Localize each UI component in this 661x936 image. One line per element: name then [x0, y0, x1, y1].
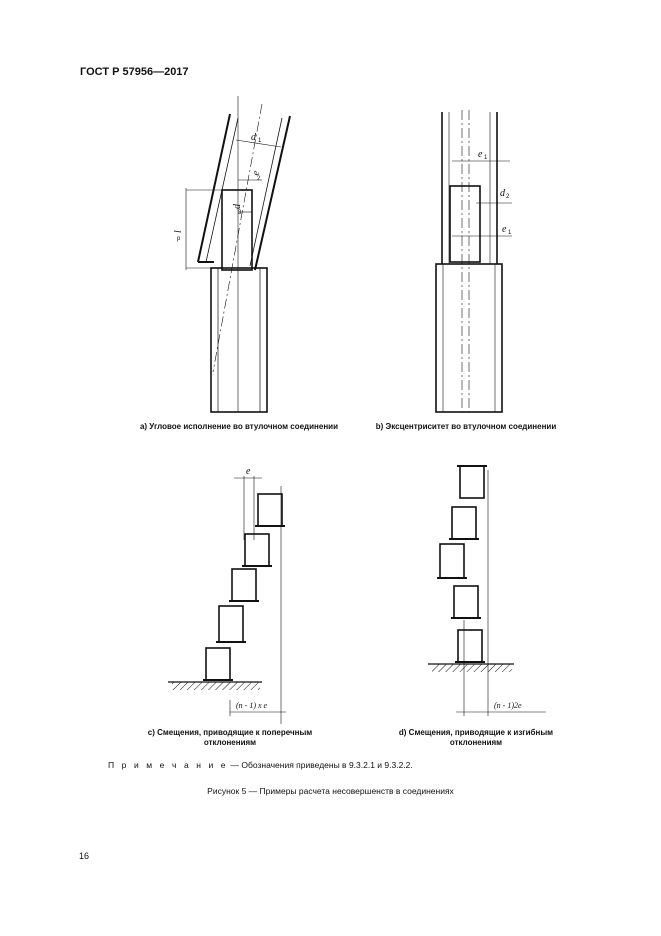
caption-b: b) Эксцентриситет во втулочном соединении: [375, 422, 557, 431]
label-e1-b: e: [502, 224, 507, 235]
label-d2: d: [500, 188, 505, 199]
figure-title: Рисунок 5 — Примеры расчета несовершенств в соединениях: [207, 786, 454, 796]
label-d3-sub: 3: [238, 210, 242, 216]
diagram-d-bending-offsets: [428, 466, 546, 716]
label-n-2e: (n - 1)2e: [494, 701, 522, 710]
caption-d-line1: d) Смещения, приводящие к изгибным: [398, 728, 554, 737]
note-text: — Обозначения приведены в 9.3.2.1 и 9.3.2.2.: [228, 760, 413, 770]
caption-c-line2: отклонениям: [203, 738, 257, 747]
diagram-c-lateral-offsets: [168, 476, 286, 724]
document-header: ГОСТ Р 57956—2017: [80, 66, 189, 78]
caption-c-line1: с) Смещения, приводящие к поперечным: [147, 728, 313, 737]
diagram-a-angular-joint: [186, 96, 290, 412]
label-d1: d: [251, 132, 256, 143]
label-lp-sub: p: [177, 236, 181, 242]
label-n-x-e: (n - 1) x e: [236, 701, 268, 710]
label-e-c: e: [246, 466, 251, 477]
page-number: 16: [79, 851, 90, 861]
label-e1-b-sub: 1: [508, 230, 512, 236]
diagram-b-eccentric-joint: [436, 110, 512, 412]
label-lp: l: [173, 230, 184, 233]
note: [108, 760, 413, 770]
label-d2-sub: 2: [506, 194, 510, 200]
label-d1-sub: 1: [258, 138, 262, 144]
caption-d-line2: отклонениям: [449, 738, 503, 747]
dimension-labels: [173, 132, 522, 710]
caption-a: а) Угловое исполнение во втулочном соединении: [139, 422, 339, 431]
label-e2-a-sub: 2: [257, 176, 261, 182]
label-d3: d: [232, 204, 243, 209]
label-e1: e: [478, 149, 483, 160]
note-prefix: П р и м е ч а н и е: [108, 760, 229, 770]
label-e1-sub: 1: [484, 155, 488, 161]
label-e2-a: e: [250, 169, 263, 177]
